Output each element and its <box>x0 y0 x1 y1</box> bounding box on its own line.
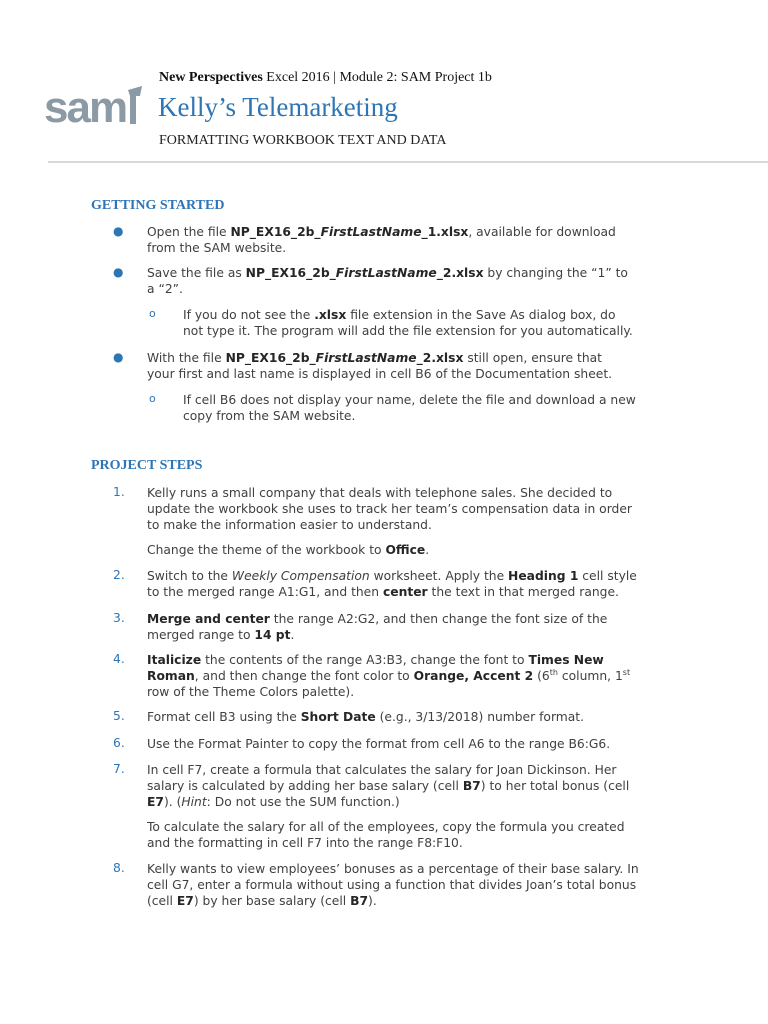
step-number: 5. <box>113 709 125 723</box>
step-number: 8. <box>113 861 125 875</box>
bullet-icon: ● <box>113 350 124 364</box>
step-number: 1. <box>113 485 125 499</box>
document-title: Kelly’s Telemarketing <box>158 92 398 122</box>
getting-started-heading: GETTING STARTED <box>91 198 225 213</box>
step-number: 7. <box>113 762 125 776</box>
step-number: 6. <box>113 736 125 750</box>
project-steps-heading: PROJECT STEPS <box>91 458 203 473</box>
bullet-icon: ● <box>113 265 124 279</box>
step-number: 2. <box>113 568 125 582</box>
module-info: Excel 2016 | Module 2: SAM Project 1b <box>262 70 492 85</box>
logo-text: sam <box>44 84 127 128</box>
step-number: 3. <box>113 611 125 625</box>
header-divider <box>48 161 768 163</box>
course-header <box>159 70 492 86</box>
bullet-icon: ● <box>113 224 124 238</box>
circle-bullet-icon: o <box>149 392 156 405</box>
circle-bullet-icon: o <box>149 307 156 320</box>
sam-logo <box>44 84 148 128</box>
document-subtitle: FORMATTING WORKBOOK TEXT AND DATA <box>159 133 447 148</box>
step-number: 4. <box>113 652 125 666</box>
course-name: New Perspectives <box>159 70 263 85</box>
logo-mark-icon <box>128 86 142 124</box>
